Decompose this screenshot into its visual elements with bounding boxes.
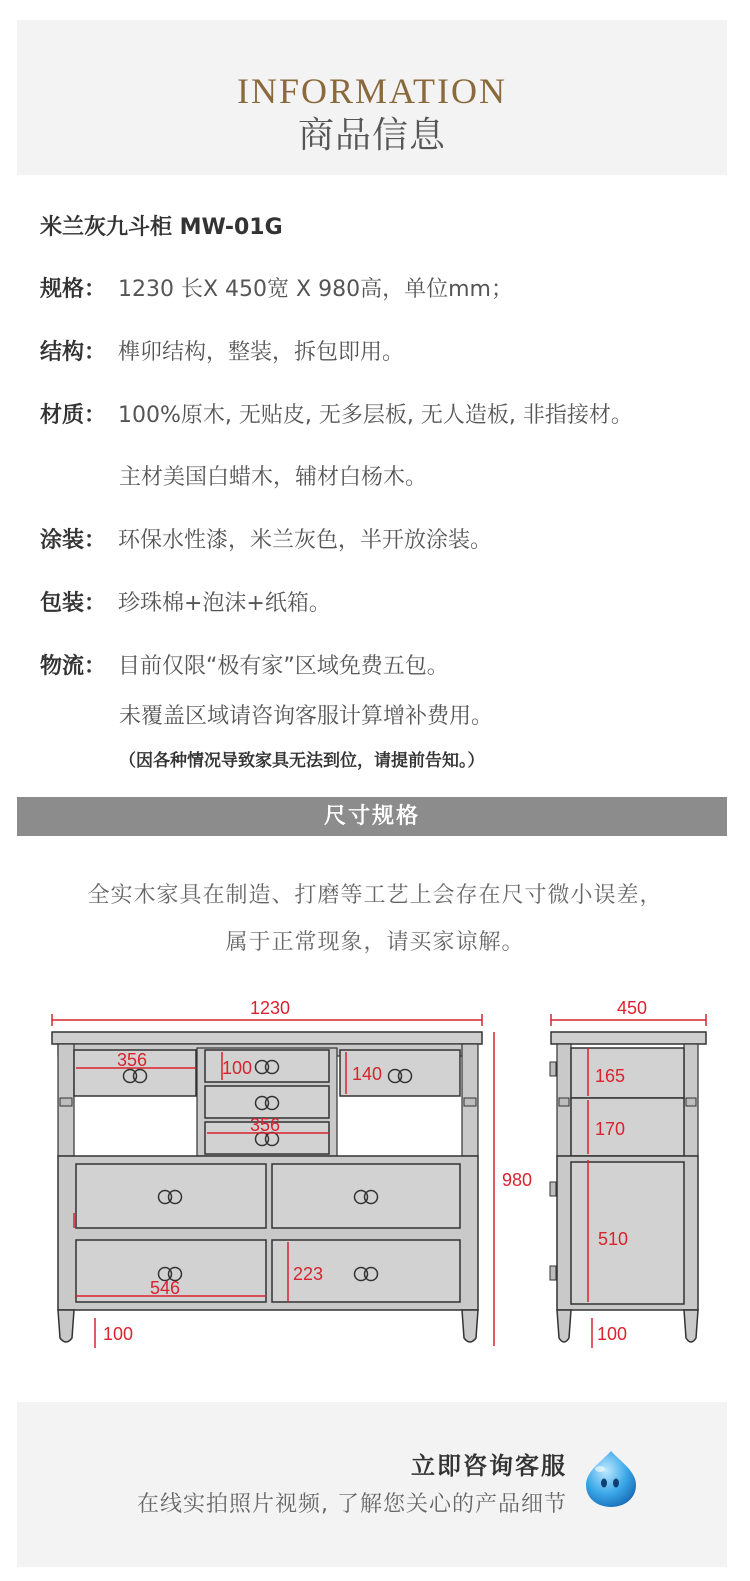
spec-row-size (40, 272, 513, 303)
dim-top-drawer-width: 356 (116, 1050, 148, 1070)
dim-side-section-3: 510 (597, 1229, 629, 1249)
header-title-en: INFORMATION (236, 71, 507, 111)
consult-button-label[interactable]: 立即咨询客服 (411, 1452, 567, 1480)
side-top-panel (551, 1032, 706, 1044)
size-section-title: 尺寸规格 (17, 797, 727, 836)
info-header (17, 20, 727, 175)
dimension-drawing (0, 990, 750, 1370)
dim-side-section-1: 165 (594, 1066, 626, 1086)
spec-value-continued: 主材美国白蜡木，辅材白杨木。 (119, 465, 428, 490)
dim-side-drawer-height: 140 (351, 1064, 383, 1084)
dim-side-depth: 450 (616, 998, 648, 1018)
spec-label: 规格： (40, 277, 107, 302)
spec-value-continued: 未覆盖区域请咨询客服计算增补费用。 (119, 704, 494, 729)
spec-value: 1230 长X 450宽 X 980高，单位mm； (118, 277, 513, 302)
spec-label: 物流： (40, 654, 107, 679)
dim-front-leg-height: 100 (102, 1324, 134, 1344)
dim-middle-drawer-width: 356 (249, 1115, 281, 1135)
spec-row-logistics (40, 649, 449, 680)
logistics-note: （因各种情况导致家具无法到位，请提前告知。） (119, 751, 485, 771)
dim-front-height: 980 (501, 1170, 533, 1190)
disclaimer-line: 属于正常现象，请买家谅解。 (225, 930, 525, 955)
consult-subtitle: 在线实拍照片视频, 了解您关心的产品细节 (137, 1492, 567, 1517)
side-view (550, 998, 706, 1348)
spec-value: 100%原木, 无贴皮, 无多层板, 无人造板, 非指接材。 (118, 403, 633, 428)
dim-small-drawer-height: 100 (221, 1058, 253, 1078)
spec-label: 结构： (40, 340, 107, 365)
spec-row-material (40, 398, 633, 429)
product-name: 米兰灰九斗柜 MW-01G (40, 215, 283, 240)
dim-bottom-drawer-width: 546 (149, 1278, 181, 1298)
spec-row-packaging (40, 586, 331, 617)
spec-label: 材质： (40, 403, 107, 428)
dim-front-width: 1230 (249, 998, 291, 1018)
spec-value: 珍珠棉+泡沫+纸箱。 (118, 591, 331, 616)
chat-droplet-icon[interactable] (582, 1447, 640, 1509)
spec-value: 目前仅限“极有家”区域免费五包。 (118, 654, 449, 679)
drawer-center-2 (205, 1086, 329, 1118)
front-top-panel (52, 1032, 482, 1044)
header-title-cn: 商品信息 (297, 115, 446, 156)
spec-row-structure (40, 335, 405, 366)
front-view (52, 998, 532, 1348)
dim-side-leg-height: 100 (596, 1324, 628, 1344)
spec-value: 榫卯结构，整装，拆包即用。 (118, 340, 405, 365)
spec-row-finish (40, 523, 493, 554)
consult-footer[interactable] (17, 1402, 727, 1567)
spec-label: 包装： (40, 591, 107, 616)
drawer-big-2 (272, 1164, 460, 1228)
spec-value: 环保水性漆，米兰灰色，半开放涂装。 (118, 528, 493, 553)
disclaimer-line: 全实木家具在制造、打磨等工艺上会存在尺寸微小误差， (87, 883, 663, 908)
spec-label: 涂装： (40, 528, 107, 553)
dim-side-section-2: 170 (594, 1119, 626, 1139)
dim-bottom-drawer-height: 223 (292, 1264, 324, 1284)
